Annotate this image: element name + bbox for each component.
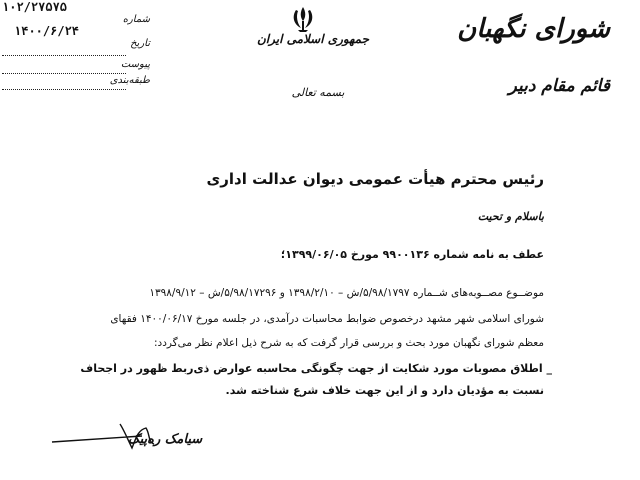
date-line-row	[0, 40, 150, 58]
organization-office: قائم مقام دبیر	[508, 76, 610, 96]
recipient-heading: رئیس محترم هیأت عمومی دیوان عدالت اداری	[206, 170, 544, 188]
attachment-label: پیوست	[120, 59, 150, 70]
republic-caption: جمهوری اسلامی ایران	[256, 32, 370, 46]
date-value: ۱۴۰۰/۶/۲۴	[14, 24, 80, 38]
dotted-line	[2, 89, 126, 90]
iran-emblem-icon	[288, 4, 318, 34]
salutation: باسلام و تحیت	[477, 210, 544, 223]
ruling-line: _ اطلاق مصوبات مورد شکایت از جهت چگونگی محاسبه عوارض ذی‌ربط ظهور در اجحاف	[80, 362, 552, 375]
ruling-line: نسبت به مؤدیان دارد و از این جهت خلاف شرع شناخته شد.	[225, 384, 544, 397]
paragraph-line: شورای اسلامی شهر مشهد درخصوص ضوابط محاسبات درآمدی، در جلسه مورخ ۱۴۰۰/۰۶/۱۷ فقهای	[110, 313, 544, 325]
classification-label: طبقه‌بندی	[109, 75, 150, 86]
number-value: ۱۰۲/۲۷۵۷۵	[2, 0, 68, 14]
signature-name: سیامک ره‌پیک	[128, 432, 203, 447]
number-label: شماره	[122, 14, 150, 25]
date-label: تاریخ	[130, 38, 150, 49]
paragraph-line: معظم شورای نگهبان مورد بحث و بررسی قرار گرفت که به شرح ذیل اعلام نظر می‌گردد:	[154, 337, 544, 349]
number-row	[0, 0, 150, 25]
paragraph-line: موضــوع مصــوبه‌های شــماره ۵/۹۸/۱۷۹۷/ش – ۱۳۹۸/۲/۱۰ و ۵/۹۸/۱۷۲۹۶/ش – ۱۳۹۸/۹/۱۲	[149, 287, 544, 299]
dotted-line	[2, 55, 126, 56]
classification-row	[0, 74, 150, 92]
bismillah-text: بسمه تعالی	[291, 86, 345, 99]
organization-name: شورای نگهبان	[457, 14, 610, 44]
reference-line: عطف به نامه شماره ۹۹۰۰۱۳۶ مورخ ۱۳۹۹/۰۶/۰۵؛	[280, 248, 544, 261]
